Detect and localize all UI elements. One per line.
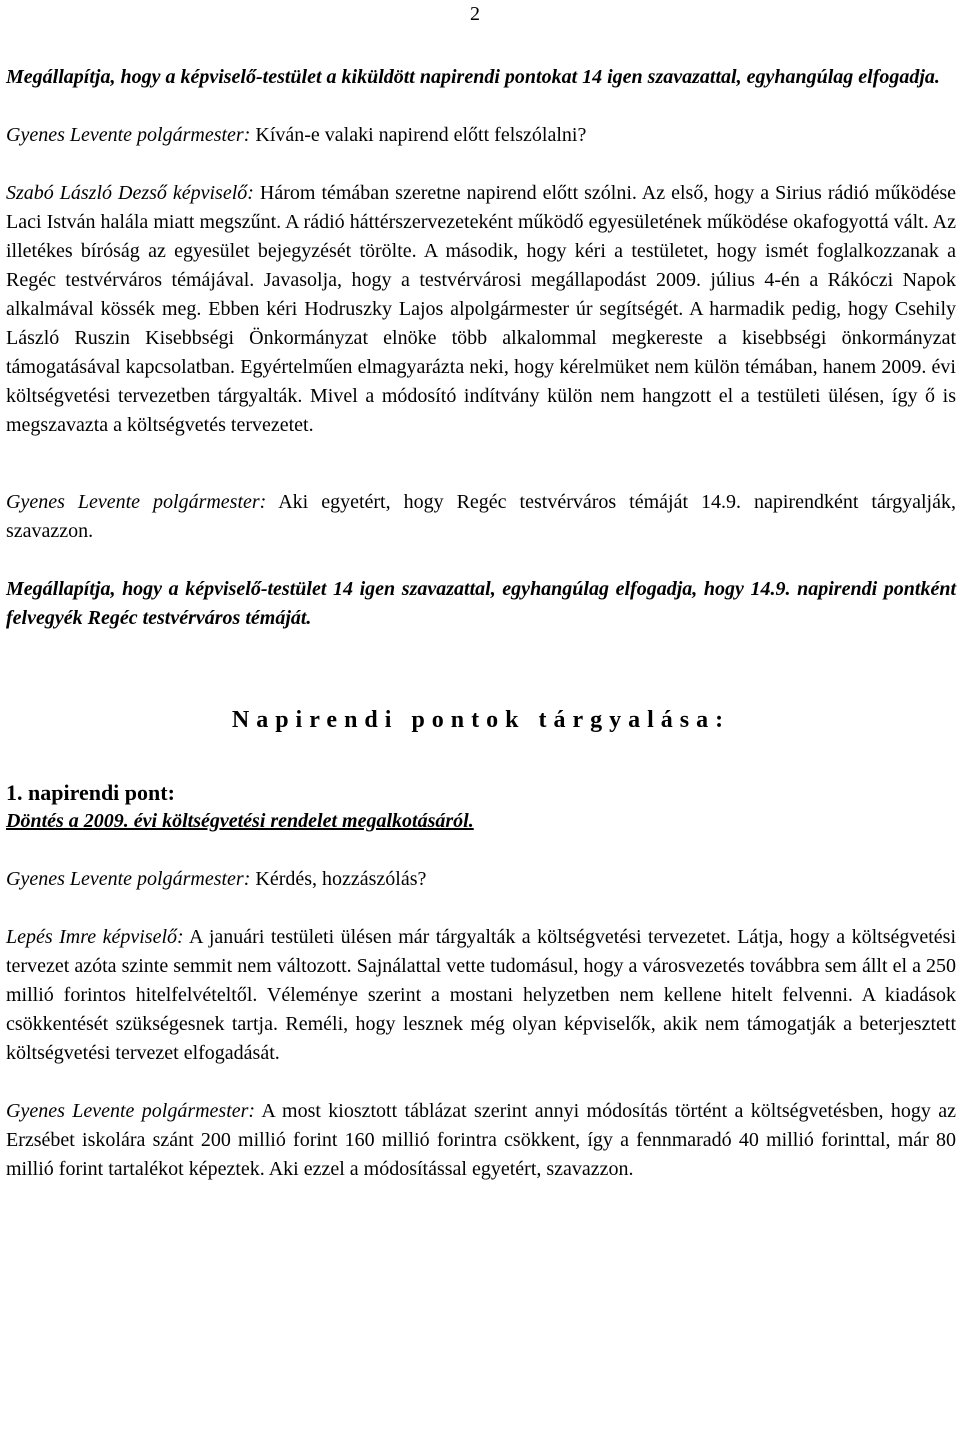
speaker-name: Szabó László Dezső képviselő:: [6, 182, 254, 204]
resolution-regec: Megállapítja, hogy a képviselő-testület 14 igen szavazattal, egyhangúlag elfogadja, hogy 14.9. napirendi pontként felvegyék Regéc testvérváros témáját.: [6, 578, 956, 629]
speech-mayor-question: [6, 121, 956, 150]
agenda-item-subject: Döntés a 2009. évi költségvetési rendelet megalkotásáról.: [6, 810, 474, 832]
speech-text: Kíván-e valaki napirend előtt felszólalni?: [250, 124, 587, 146]
speaker-name: Lepés Imre képviselő:: [6, 926, 184, 948]
speech-text: A januári testületi ülésen már tárgyalták a költségvetési tervezetet. Látja, hogy a költségvetési tervezet azóta szinte semmit nem változott. Sajnálattal vette tudomásul, hogy a városvezetés továbbra sem állt el a 250 millió forintos hitelfelvételtől. Véleménye szerint a mostani helyzetben nem kellene hitelt felvenni. A kiadások csökkentését szükségesnek tartja. Reméli, hogy lesznek még olyan képviselők, akik nem támogatják a beterjesztett költségvetési tervezet elfogadását.: [6, 926, 956, 1064]
speaker-name: Gyenes Levente polgármester:: [6, 491, 267, 513]
speech-text: Három témában szeretne napirend előtt szólni. Az első, hogy a Sirius rádió működése Laci István halála miatt megszűnt. A rádió háttérszervezeteként működő egyesületének működése okafogyottá vált. Az illetékes bíróság az egyesület bejegyzését törölte. A második, hogy kéri a testületet, hogy ismét foglalkozzanak a Regéc testvérváros témájával. Javasolja, hogy a testvérvárosi megállapodást 2009. július 4-én a Rákóczi Napok alkalmával kössék meg. Ebben kéri Hodruszky Lajos alpolgármester úr segítségét. A harmadik pedig, hogy Csehily László Ruszin Kisebbségi Önkormányzat elnöke több alkalommal megkereste a kisebbségi önkormányzat támogatásával kapcsolatban. Egyértelműen elmagyarázta neki, hogy kérelmüket nem külön témában, hanem 2009. évi költségvetési tervezetben tárgyalták. Mivel a módosító indítvány külön nem hangzott el a testületi ülésen, így ő is megszavazta a költségvetés tervezetet.: [6, 182, 956, 436]
speech-text: Kérdés, hozzászólás?: [250, 868, 427, 890]
speech-text: Aki egyetért, hogy Regéc testvérváros témáját 14.9. napirendként tárgyalják, szavazzon.: [6, 491, 956, 542]
resolution-agenda-accepted: Megállapítja, hogy a képviselő-testület a kiküldött napirendi pontokat 14 igen szavazattal, egyhangúlag elfogadja.: [6, 66, 940, 88]
speech-text: A most kiosztott táblázat szerint annyi módosítás történt a költségvetésben, hogy az Erzsébet iskolára szánt 200 millió forint 160 millió forintra csökkent, így a fennmaradó 40 millió forinttal, már 80 millió forint tartalékot képeztek. Aki ezzel a módosítással egyetért, szavazzon.: [6, 1100, 956, 1180]
page-number: 2: [470, 3, 480, 25]
speech-mayor-questions: [6, 865, 956, 894]
speech-mayor-vote-call: [6, 488, 956, 546]
speech-lepes: [6, 923, 956, 1068]
document-body: [6, 63, 956, 1184]
speech-szabo: [6, 179, 956, 440]
agenda-item-title: 1. napirendi pont:: [6, 780, 175, 805]
speech-mayor-budget: [6, 1097, 956, 1184]
speaker-name: Gyenes Levente polgármester:: [6, 1100, 256, 1122]
agenda-heading: Napirendi pontok tárgyalása:: [231, 707, 731, 733]
speaker-name: Gyenes Levente polgármester:: [6, 868, 251, 890]
speaker-name: Gyenes Levente polgármester:: [6, 124, 251, 146]
